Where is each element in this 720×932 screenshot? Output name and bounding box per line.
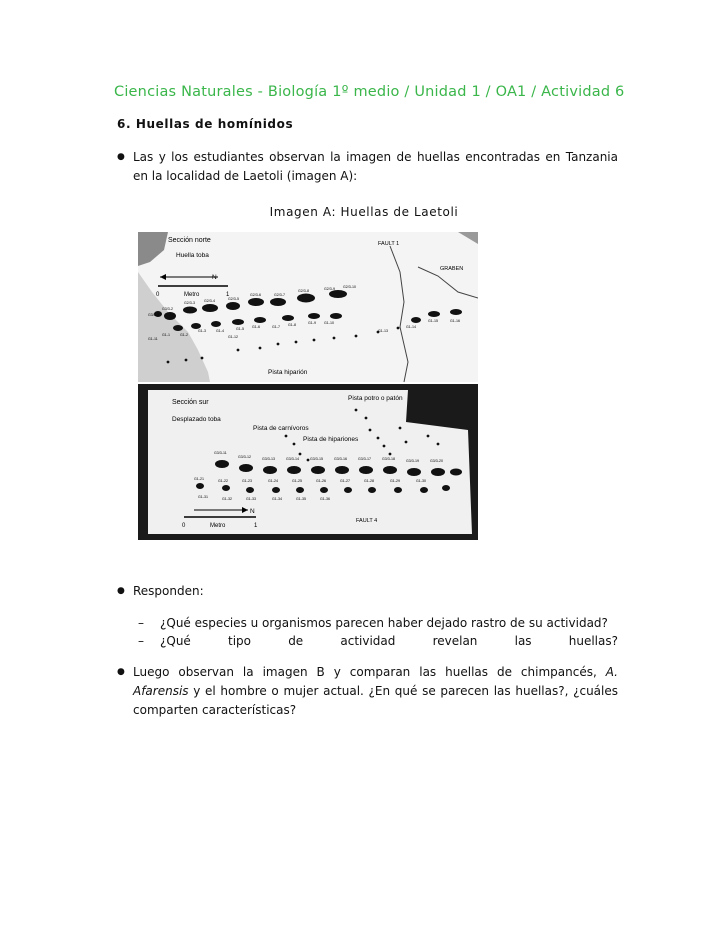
dash-marker: – [138, 634, 144, 648]
laetoli-footprint-map [138, 232, 478, 540]
question-1: ¿Qué especies u organismos parecen haber dejado rastro de su actividad? [160, 616, 608, 630]
footprint-code: G2/3-6 [250, 293, 261, 297]
label-graben: GRABEN [440, 266, 464, 272]
label-one-bottom: 1 [254, 523, 258, 529]
q2-word: las [514, 634, 532, 648]
footprint-code: G1-27 [340, 479, 350, 483]
footprint-mark [411, 317, 421, 323]
footprint-mark [211, 321, 221, 327]
label-huella-toba: Huella toba [176, 252, 209, 259]
hipparion-print [397, 327, 400, 330]
bullet-dot: ● [117, 667, 125, 677]
footprint-mark [202, 304, 218, 312]
animal-print [299, 453, 302, 456]
label-pista-hiparion: Pista hiparión [268, 369, 308, 376]
footprint-mark [222, 485, 230, 491]
footprint-code: G3/3-1 [148, 313, 159, 317]
footprint-code: G1-36 [320, 497, 330, 501]
animal-print [377, 437, 380, 440]
footprint-code: G3/3-16 [334, 457, 347, 461]
footprint-code: G1-4 [216, 329, 224, 333]
footprint-mark [359, 466, 373, 474]
footprint-code: G1-15 [428, 319, 438, 323]
footprint-mark [330, 313, 342, 319]
footprint-mark [246, 487, 254, 493]
label-zero-bottom: 0 [182, 523, 186, 529]
footprint-mark [232, 319, 244, 325]
bullet-dot: ● [117, 152, 125, 162]
footprint-code: G2/3-10 [343, 285, 356, 289]
footprint-code: G1-8 [288, 323, 296, 327]
footprint-code: G1-29 [390, 479, 400, 483]
hipparion-print [259, 347, 262, 350]
footprint-mark [296, 487, 304, 493]
footprint-code: G3/3-20 [430, 459, 443, 463]
compare-text-end: y el hombre o mujer actual. ¿En qué se parecen las huellas?, ¿cuáles comparten características? [133, 684, 618, 717]
paragraph-compare [133, 663, 618, 720]
footprint-mark [173, 325, 183, 331]
footprint-code: G1-3 [198, 329, 206, 333]
hipparion-print [295, 341, 298, 344]
q2-word: de [288, 634, 304, 648]
animal-print [365, 417, 368, 420]
footprint-code: G1-14 [406, 325, 416, 329]
animal-print [405, 441, 408, 444]
footprint-code: G1-21 [194, 477, 204, 481]
footprint-code: G2/3-8 [298, 289, 309, 293]
footprint-code: G3/3-13 [262, 457, 275, 461]
section-title: 6. Huellas de homínidos [117, 117, 294, 131]
question-2 [160, 632, 618, 651]
footprint-mark [183, 307, 197, 314]
animal-print [285, 435, 288, 438]
footprint-code: G1-32 [222, 497, 232, 501]
footprint-code: G3/3-18 [382, 457, 395, 461]
footprint-code: G1-6 [252, 325, 260, 329]
footprint-mark [335, 466, 349, 474]
footprint-code: G1-28 [364, 479, 374, 483]
hipparion-print [333, 337, 336, 340]
footprint-code: G2/3-5 [228, 297, 239, 301]
label-pista-potro: Pista potro o patón [348, 395, 403, 402]
footprint-code: G1-10 [324, 321, 334, 325]
hipparion-print [355, 335, 358, 338]
animal-print [369, 429, 372, 432]
footprint-code: G3/3-11 [214, 451, 227, 455]
footprint-mark [450, 469, 462, 476]
species-name: A. Afarensis [133, 665, 618, 698]
footprint-mark [442, 485, 450, 491]
footprint-code: G1-30 [416, 479, 426, 483]
footprint-mark [297, 294, 315, 303]
label-fault-4: FAULT 4 [356, 518, 378, 524]
footprint-code: G1-31 [198, 495, 208, 499]
hipparion-print [185, 359, 188, 362]
footprint-code: G3/3-17 [358, 457, 371, 461]
footprint-code: G1-22 [218, 479, 228, 483]
footprint-mark [311, 466, 325, 474]
footprint-code: G1-11 [148, 337, 158, 341]
footprint-code: G1-24 [268, 479, 278, 483]
dash-marker: – [138, 616, 144, 630]
figure-caption: Imagen A: Huellas de Laetoli [269, 205, 459, 219]
footprint-code: G1-13 [378, 329, 388, 333]
hipparion-print [237, 349, 240, 352]
label-metro-top: Metro [184, 292, 200, 298]
q2-word: tipo [228, 634, 251, 648]
footprint-mark [394, 487, 402, 493]
paragraph-intro: Las y los estudiantes observan la imagen de huellas encontradas en Tanzania en la localidad de Laetoli (imagen A): [133, 150, 618, 183]
bullet-dot: ● [117, 586, 125, 596]
footprint-mark [226, 302, 240, 310]
footprint-mark [420, 487, 428, 493]
animal-print [307, 459, 310, 462]
footprint-mark [368, 487, 376, 493]
footprint-mark [428, 311, 440, 317]
label-zero-top: 0 [156, 292, 160, 298]
label-seccion-sur: Sección sur [172, 399, 209, 406]
label-one-top: 1 [226, 292, 230, 298]
label-n-bottom: N [250, 508, 255, 515]
footprint-code: G1-12 [228, 335, 238, 339]
animal-print [427, 435, 430, 438]
hipparion-print [277, 343, 280, 346]
footprint-mark [287, 466, 301, 474]
footprint-mark [254, 317, 266, 323]
footprint-code: G1-5 [236, 327, 244, 331]
footprint-code: G2/3-4 [204, 299, 215, 303]
footprint-mark [320, 487, 328, 493]
footprint-code: G1-25 [292, 479, 302, 483]
footprint-code: G3/3-15 [310, 457, 323, 461]
paragraph-responden: Responden: [133, 584, 204, 598]
q2-word: actividad [340, 634, 396, 648]
footprint-code: G1-9 [308, 321, 316, 325]
footprint-mark [383, 466, 397, 474]
footprint-mark [263, 466, 277, 474]
animal-print [389, 453, 392, 456]
q2-word: ¿Qué [160, 634, 191, 648]
footprint-code: G3/3-2 [162, 307, 173, 311]
footprint-mark [215, 460, 229, 468]
footprint-code: G2/3-7 [274, 293, 285, 297]
footprint-code: G1-23 [242, 479, 252, 483]
footprint-code: G1-1 [162, 333, 170, 337]
footprint-mark [248, 298, 264, 306]
footprint-mark [431, 468, 445, 476]
hipparion-print [167, 361, 170, 364]
label-metro-bottom: Metro [210, 523, 226, 529]
animal-print [399, 427, 402, 430]
footprint-code: G3/3-12 [238, 455, 251, 459]
footprint-mark [308, 313, 320, 319]
footprint-mark [164, 312, 176, 320]
footprint-code: G1-34 [272, 497, 282, 501]
q2-word: revelan [432, 634, 478, 648]
footprint-code: G1-26 [316, 479, 326, 483]
footprint-code: G1-35 [296, 497, 306, 501]
footprint-code: G2/3-9 [324, 287, 335, 291]
footprint-mark [196, 483, 204, 489]
footprint-code: G1-2 [180, 333, 188, 337]
footprint-mark [239, 464, 253, 472]
animal-print [383, 445, 386, 448]
animal-print [437, 443, 440, 446]
page-header: Ciencias Naturales - Biología 1º medio / Unidad 1 / OA1 / Actividad 6 [114, 84, 625, 100]
hipparion-print [313, 339, 316, 342]
footprint-code: G1-33 [246, 497, 256, 501]
label-n-top: N [212, 274, 217, 281]
footprint-mark [282, 315, 294, 321]
label-seccion-norte: Sección norte [168, 237, 211, 244]
label-pista-hipariones: Pista de hipariones [303, 436, 359, 443]
hipparion-print [201, 357, 204, 360]
footprint-code: G3/3-19 [406, 459, 419, 463]
footprint-mark [329, 290, 347, 298]
q2-word: huellas? [568, 634, 618, 648]
footprint-mark [344, 487, 352, 493]
animal-print [355, 409, 358, 412]
footprint-code: G1-7 [272, 325, 280, 329]
footprint-code: G3/3-14 [286, 457, 299, 461]
label-fault-1: FAULT 1 [378, 241, 400, 247]
label-pista-carnivoros: Pista de carnívoros [253, 425, 309, 432]
footprint-mark [272, 487, 280, 493]
footprint-mark [407, 468, 421, 476]
animal-print [293, 443, 296, 446]
footprint-mark [270, 298, 286, 306]
footprint-code: G1-16 [450, 319, 460, 323]
compare-text-start: Luego observan la imagen B y comparan las huellas de chimpancés, [133, 665, 606, 679]
footprint-code: G2/3-3 [184, 301, 195, 305]
footprint-mark [450, 309, 462, 315]
label-desplazado-toba: Desplazado toba [172, 416, 221, 423]
